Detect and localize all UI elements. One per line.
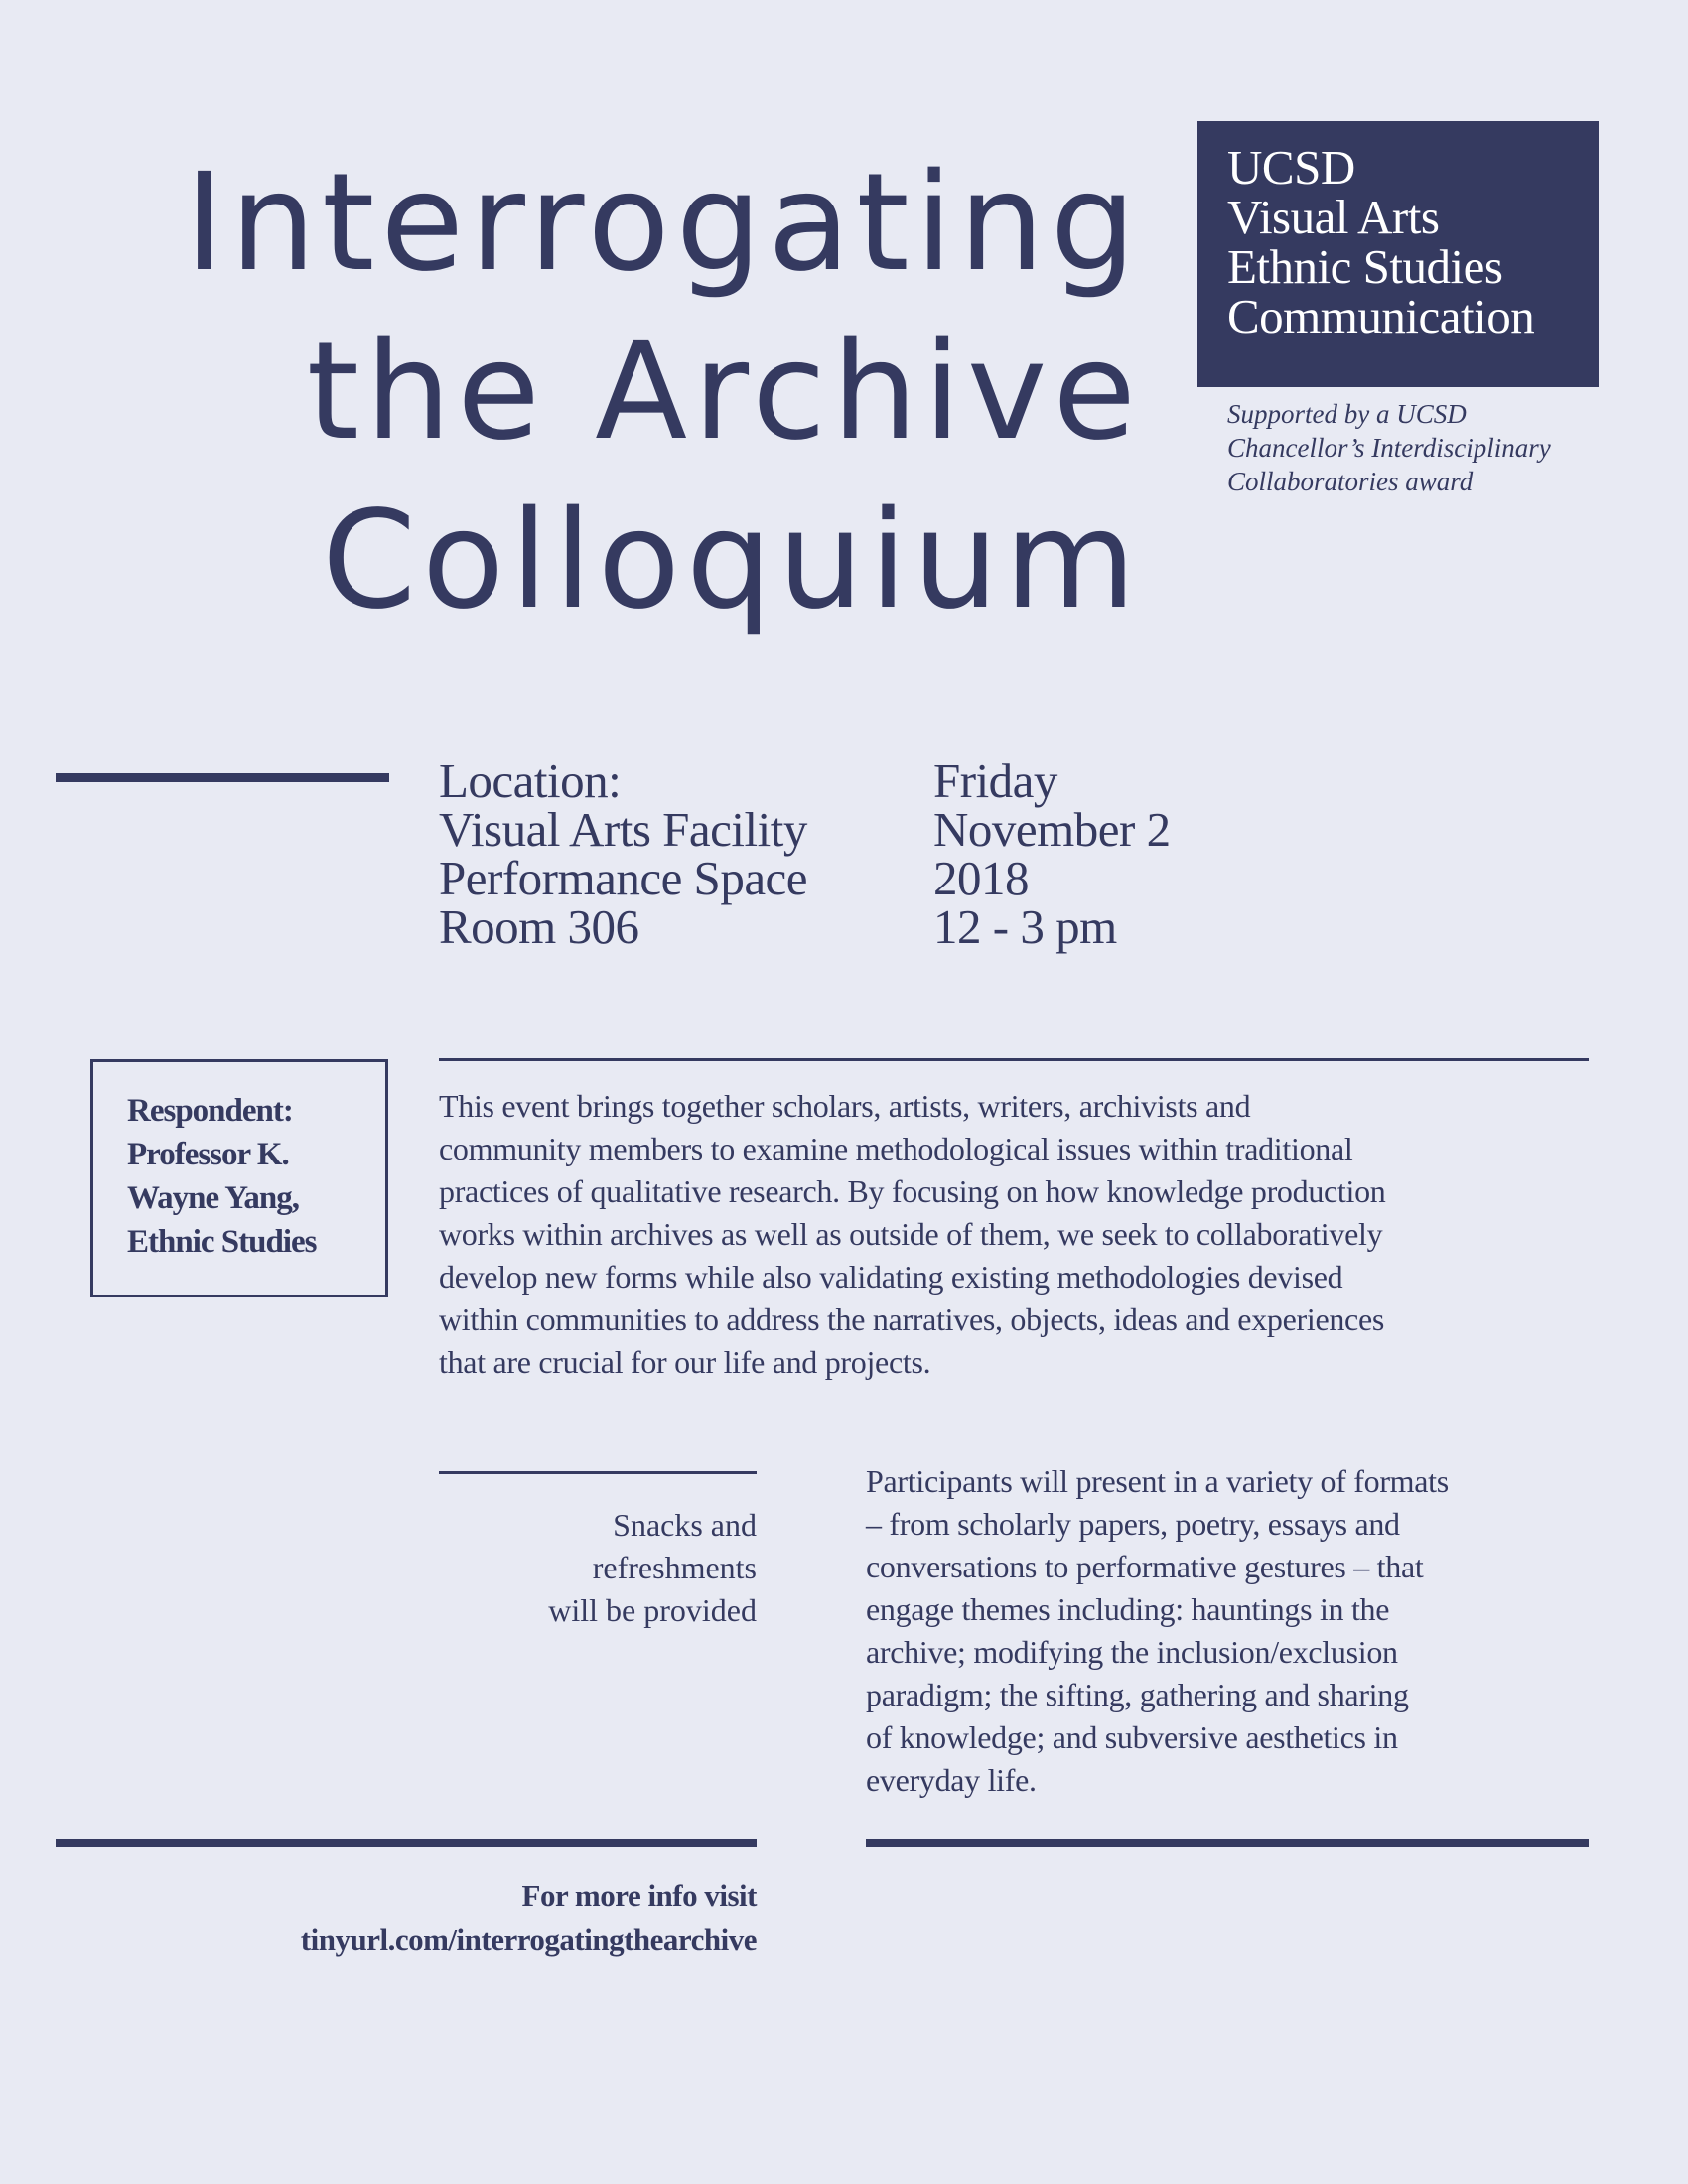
snacks-line: refreshments: [592, 1550, 757, 1585]
date-month-day: November 2: [933, 802, 1171, 857]
more-info: [161, 1874, 757, 1962]
more-info-link[interactable]: tinyurl.com/interrogatingthearchive: [300, 1922, 757, 1957]
participants-line: Participants will present in a variety of formats: [866, 1463, 1449, 1499]
snacks-note: [439, 1504, 757, 1632]
participants-line: – from scholarly papers, poetry, essays and: [866, 1506, 1400, 1542]
event-description: [439, 1085, 1386, 1384]
footer-divider-right: [866, 1839, 1589, 1847]
more-info-label: For more info visit: [521, 1878, 757, 1913]
sponsor-ethnic-studies: Ethnic Studies: [1227, 239, 1503, 294]
description-line: within communities to address the narratives, objects, ideas and experiences: [439, 1301, 1385, 1337]
title-line-2: the Archive: [306, 314, 1142, 471]
description-line: that are crucial for our life and projects.: [439, 1344, 931, 1380]
location-label: Location:: [439, 753, 622, 808]
participants-line: everyday life.: [866, 1762, 1037, 1798]
participants-line: of knowledge; and subversive aesthetics in: [866, 1719, 1398, 1755]
support-note: [1227, 397, 1624, 498]
title-line-3: Colloquium: [322, 482, 1142, 639]
snacks-divider: [439, 1471, 757, 1474]
sponsor-ucsd: UCSD: [1227, 140, 1355, 195]
date-year: 2018: [933, 851, 1029, 905]
support-note-line: Chancellor’s Interdisciplinary: [1227, 433, 1551, 463]
description-divider: [439, 1058, 1589, 1061]
location-divider: [56, 773, 389, 782]
title-line-1: Interrogating: [184, 145, 1142, 302]
date-time: 12 - 3 pm: [933, 899, 1117, 954]
participants-line: paradigm; the sifting, gathering and sharing: [866, 1677, 1409, 1712]
snacks-line: will be provided: [548, 1592, 757, 1628]
location-block: [439, 753, 808, 954]
description-line: practices of qualitative research. By focusing on how knowledge production: [439, 1173, 1386, 1209]
footer-divider-left: [56, 1839, 757, 1847]
description-line: works within archives as well as outside of them, we seek to collaboratively: [439, 1216, 1383, 1252]
participants-line: engage themes including: hauntings in the: [866, 1591, 1390, 1627]
date-day: Friday: [933, 753, 1057, 808]
participants-line: conversations to performative gestures – that: [866, 1549, 1424, 1584]
respondent-label: Respondent:: [127, 1093, 293, 1129]
description-line: This event brings together scholars, artists, writers, archivists and: [439, 1088, 1251, 1124]
sponsor-communication: Communication: [1227, 289, 1535, 343]
sponsor-box: [1197, 121, 1599, 387]
date-block: [933, 753, 1171, 954]
location-building: Visual Arts Facility: [439, 802, 807, 857]
respondent-department: Ethnic Studies: [127, 1224, 317, 1260]
description-line: develop new forms while also validating existing methodologies devised: [439, 1259, 1343, 1295]
participants-line: archive; modifying the inclusion/exclusion: [866, 1634, 1398, 1670]
location-room: Room 306: [439, 899, 639, 954]
support-note-line: Supported by a UCSD: [1227, 399, 1467, 429]
participants-description: [866, 1460, 1449, 1802]
respondent-box: [90, 1059, 388, 1297]
respondent-name-line-2: Wayne Yang,: [127, 1180, 299, 1216]
page-title: [40, 139, 1142, 645]
snacks-line: Snacks and: [613, 1507, 757, 1543]
support-note-line: Collaboratories award: [1227, 467, 1474, 496]
respondent-name-line-1: Professor K.: [127, 1137, 289, 1172]
location-space: Performance Space: [439, 851, 808, 905]
description-line: community members to examine methodological issues within traditional: [439, 1131, 1353, 1166]
sponsor-visual-arts: Visual Arts: [1227, 190, 1440, 244]
